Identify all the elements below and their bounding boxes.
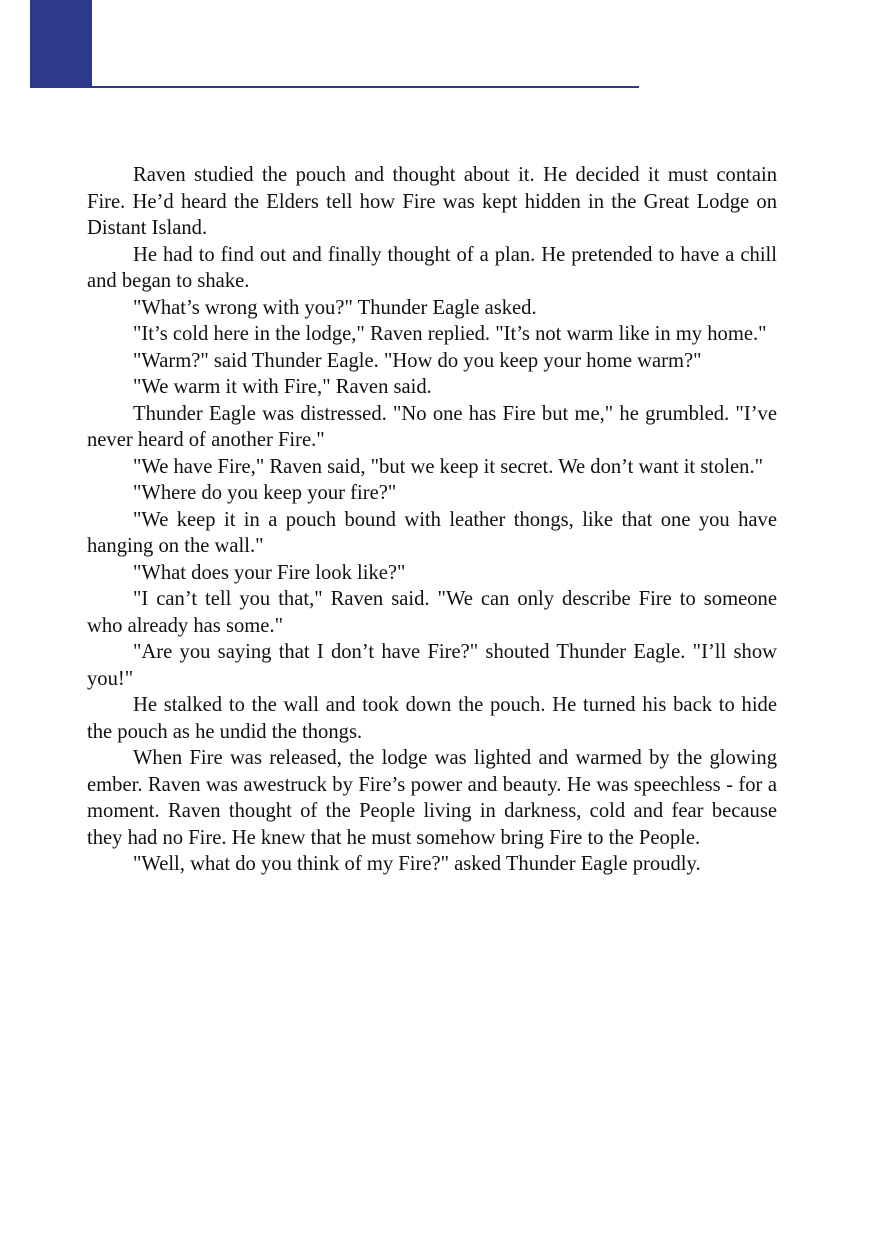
story-text [87, 162, 777, 878]
paragraph: "We have Fire," Raven said, "but we keep it secret. We don’t want it stolen." [133, 455, 764, 478]
paragraph: "What does your Fire look like?" [133, 561, 406, 584]
paragraph: "I can’t tell you that," Raven said. "We can only describe Fire to someone who already has some." [87, 588, 777, 637]
paragraph: He had to find out and finally thought of a plan. He pretended to have a chill and began to shake. [87, 243, 777, 292]
paragraph: "It’s cold here in the lodge," Raven replied. "It’s not warm like in my home." [133, 323, 767, 345]
paragraph: "We warm it with Fire," Raven said. [133, 376, 432, 398]
header-color-block [30, 0, 92, 88]
paragraph: "Well, what do you think of my Fire?" asked Thunder Eagle proudly. [133, 853, 701, 875]
paragraph: "What’s wrong with you?" Thunder Eagle asked. [133, 296, 537, 319]
paragraph: "Where do you keep your fire?" [133, 482, 397, 504]
header-rule [30, 86, 639, 88]
paragraph: He stalked to the wall and took down the pouch. He turned his back to hide the pouch as he undid the thongs. [87, 694, 777, 743]
paragraph: "Are you saying that I don’t have Fire?" shouted Thunder Eagle. "I’ll show you!" [87, 641, 777, 690]
paragraph: Raven studied the pouch and thought about it. He decided it must contain Fire. He’d heard the Elders tell how Fire was kept hidden in the Great Lodge on Distant Island. [87, 164, 777, 239]
paragraph: Thunder Eagle was distressed. "No one has Fire but me," he grumbled. "I’ve never heard of another Fire." [87, 402, 777, 451]
paragraph: "We keep it in a pouch bound with leather thongs, like that one you have hanging on the wall." [87, 508, 777, 557]
paragraph: "Warm?" said Thunder Eagle. "How do you keep your home warm?" [133, 349, 702, 372]
paragraph: When Fire was released, the lodge was lighted and warmed by the glowing ember. Raven was awestruck by Fire’s power and beauty. He was speechless - for a moment. Raven thought of the People living in darkness, cold and fear because they had no Fire. He knew that he must somehow bring Fire to the People. [87, 747, 777, 849]
